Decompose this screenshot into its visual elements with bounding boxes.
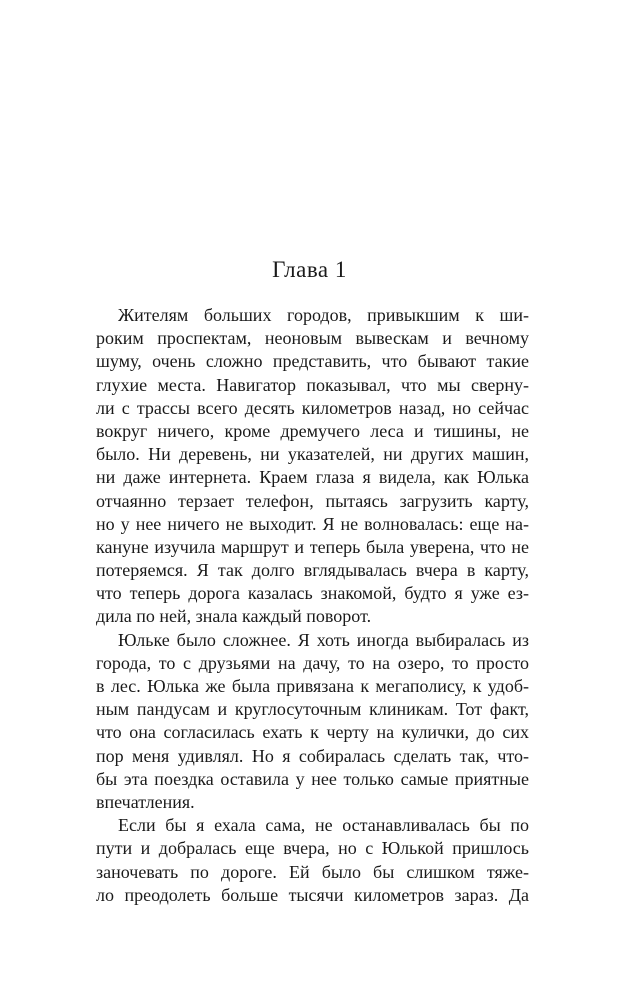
text-line: ным пандусам и круглосуточным клиникам. Тот факт, [96, 699, 529, 720]
chapter-body [96, 304, 529, 907]
text-line: что она согласилась ехать к черту на кулички, до сих [96, 722, 529, 743]
text-line: что теперь дорога казалась знакомой, будто я уже ез- [96, 583, 529, 604]
paragraph [96, 629, 529, 815]
text-line: ли с трассы всего десять километров назад, но сейчас [96, 397, 529, 418]
paragraph [96, 304, 529, 629]
text-line: отчаянно терзает телефон, пытаясь загрузить карту, [96, 490, 529, 511]
text-line: города, то с друзьями на дачу, то на озеро, то просто [96, 652, 529, 673]
text-line: потеряемся. Я так долго вглядывалась вчера в карту, [96, 560, 529, 581]
text-line: заночевать по дороге. Ей было бы слишком тяже- [96, 861, 529, 882]
text-line: роким проспектам, неоновым вывескам и вечному [96, 328, 529, 349]
chapter-title: Глава 1 [272, 257, 347, 282]
text-line: ло преодолеть больше тысячи километров зараз. Да [96, 884, 529, 905]
text-line: кануне изучила маршрут и теперь была уверена, что не [96, 536, 529, 557]
text-line: дила по ней, знала каждый поворот. [96, 606, 372, 627]
text-line: было. Ни деревень, ни указателей, ни других машин, [96, 444, 529, 465]
text-line: пор меня удивлял. Но я собиралась сделать так, что- [96, 745, 529, 766]
text-line: Юльке было сложнее. Я хоть иногда выбиралась из [118, 629, 529, 650]
text-line: но у нее ничего не выходит. Я не волновалась: еще на- [96, 513, 529, 534]
text-line: Жителям больших городов, привыкшим к ши- [118, 305, 529, 325]
text-line: бы эта поездка оставила у нее только самые приятные [96, 768, 529, 789]
text-line: вокруг ничего, кроме дремучего леса и тишины, не [96, 420, 529, 441]
text-line: пути и добралась еще вчера, но с Юлькой пришлось [96, 838, 529, 859]
text-line: Если бы я ехала сама, не останавливалась бы по [118, 815, 529, 836]
text-line: в лес. Юлька же была привязана к мегаполису, к удоб- [96, 676, 529, 696]
text-line: глухие места. Навигатор показывал, что мы сверну- [96, 374, 529, 395]
text-line: впечатления. [96, 791, 195, 812]
text-line: ни даже интернета. Краем глаза я видела, как Юлька [96, 467, 529, 488]
paragraph [96, 814, 529, 907]
text-line: шуму, очень сложно представить, что бывают такие [96, 351, 529, 372]
